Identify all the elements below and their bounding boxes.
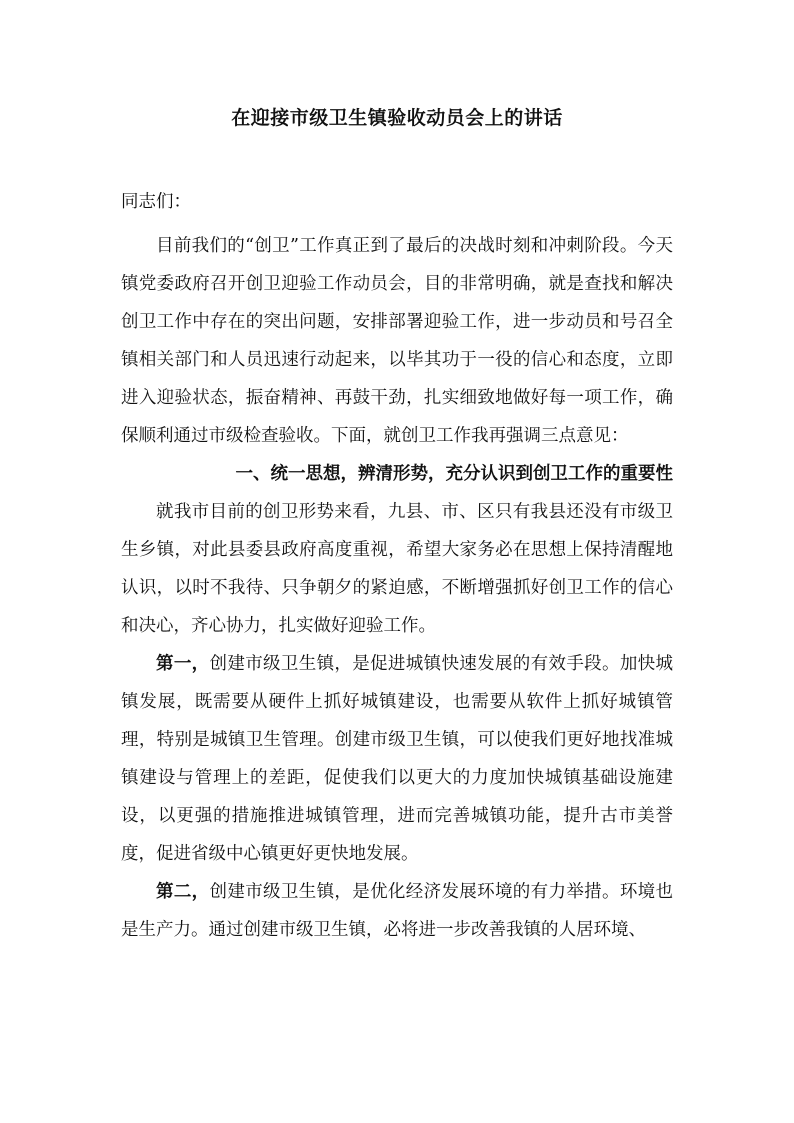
greeting: 同志们： bbox=[121, 192, 191, 212]
point-1-paragraph bbox=[121, 645, 673, 873]
point-2-lead: 第二， bbox=[156, 882, 210, 902]
document-title: 在迎接市级卫生镇验收动员会上的讲话 bbox=[231, 107, 563, 129]
section-1-paragraph: 就我市目前的创卫形势来看，九县、市、区只有我县还没有市级卫生乡镇，对此县委县政府高度重视，希望大家务必在思想上保持清醒地认识，以时不我待、只争朝夕的紧迫感，不断增强抓好创卫工作的信心和决心，齐心协力，扎实做好迎验工作。 bbox=[121, 502, 673, 636]
point-1-lead: 第一， bbox=[156, 654, 210, 674]
point-2-text: 创建市级卫生镇，是优化经济发展环境的有力举措。环境也是生产力。通过创建市级卫生镇，必将进一步改善我镇的人居环境、 bbox=[121, 882, 674, 940]
point-2-paragraph bbox=[121, 873, 673, 949]
section-1-heading: 一、统一思想，辨清形势，充分认识到创卫工作的重要性 bbox=[235, 464, 673, 484]
document-body bbox=[121, 183, 673, 949]
intro-paragraph: 目前我们的“创卫”工作真正到了最后的决战时刻和冲刺阶段。今天镇党委政府召开创卫迎验工作动员会，目的非常明确，就是查找和解决创卫工作中存在的突出问题，安排部署迎验工作，进一步动员和号召全镇相关部门和人员迅速行动起来，以毕其功于一役的信心和态度，立即进入迎验状态，振奋精神、再鼓干劲，扎实细致地做好每一项工作，确保顺利通过市级检查验收。下面，就创卫工作我再强调三点意见： bbox=[121, 236, 673, 446]
point-1-text: 创建市级卫生镇，是促进城镇快速发展的有效手段。加快城镇发展，既需要从硬件上抓好城镇建设，也需要从软件上抓好城镇管理，特别是城镇卫生管理。创建市级卫生镇，可以使我们更好地找准城镇建设与管理上的差距，促使我们以更大的力度加快城镇基础设施建设，以更强的措施推进城镇管理，进而完善城镇功能，提升古市美誉度，促进省级中心镇更好更快地发展。 bbox=[121, 654, 674, 864]
